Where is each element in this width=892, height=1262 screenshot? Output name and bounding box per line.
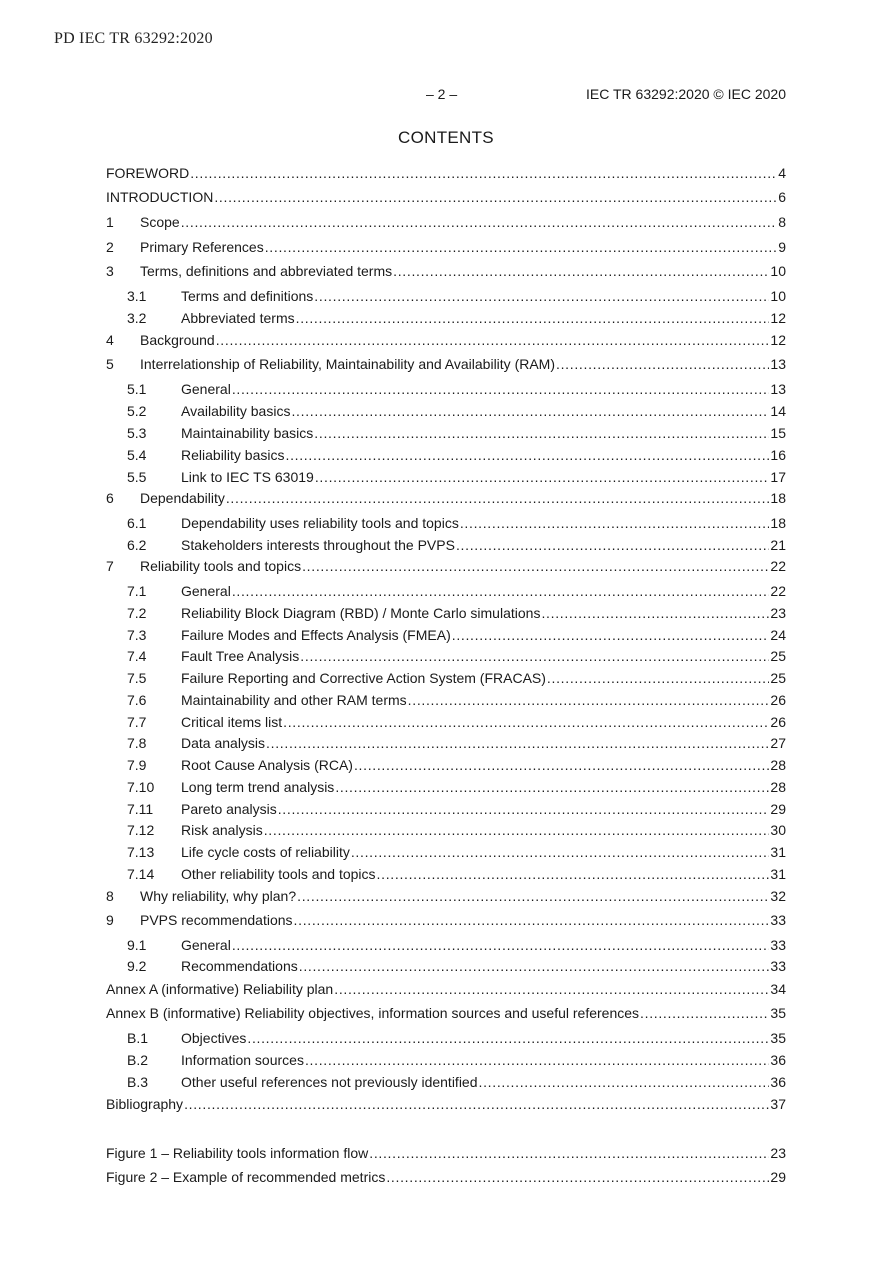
dot-leader [314, 424, 769, 442]
dot-leader [351, 843, 770, 861]
toc-entry-title: Root Cause Analysis (RCA) [181, 757, 353, 773]
toc-entry[interactable] [106, 980, 786, 998]
toc-entry-title: Pareto analysis [181, 801, 277, 817]
toc-entry[interactable] [106, 514, 786, 532]
toc-entry[interactable] [106, 262, 786, 280]
toc-entry[interactable] [106, 213, 786, 231]
toc-entry-page: 14 [770, 403, 786, 419]
toc-entry-page: 18 [770, 490, 786, 506]
toc-entry[interactable] [106, 821, 786, 839]
toc-entry-page: 27 [770, 735, 786, 751]
toc-entry-title: Primary References [140, 239, 264, 255]
toc-entry-number: 7.2 [127, 605, 147, 621]
toc-entry-page: 36 [770, 1052, 786, 1068]
dot-leader [300, 647, 769, 665]
toc-entry-title: INTRODUCTION [106, 189, 214, 205]
dot-leader [216, 331, 770, 349]
toc-entry-title: Maintainability basics [181, 425, 314, 441]
toc-entry-number: 1 [106, 214, 114, 230]
toc-entry-title: Dependability uses reliability tools and topics [181, 515, 459, 531]
toc-entry-number: 7.10 [127, 779, 155, 795]
dot-leader [547, 669, 770, 687]
toc-entry-number: 6.2 [127, 537, 147, 553]
toc-entry-title: Maintainability and other RAM terms [181, 692, 407, 708]
toc-entry[interactable] [106, 489, 786, 507]
toc-entry-number: 9.1 [127, 937, 147, 953]
toc-entry-page: 22 [770, 583, 786, 599]
toc-entry[interactable] [106, 957, 786, 975]
toc-entry-page: 26 [770, 714, 786, 730]
toc-entry-title: Failure Modes and Effects Analysis (FMEA) [181, 627, 451, 643]
toc-entry[interactable] [106, 800, 786, 818]
dot-leader [302, 557, 769, 575]
toc-entry-page: 13 [770, 356, 786, 372]
toc-entry-page: 12 [770, 332, 786, 348]
toc-entry[interactable] [106, 911, 786, 929]
toc-entry-page: 29 [770, 801, 786, 817]
dot-leader [297, 887, 769, 905]
toc-entry[interactable] [106, 164, 786, 182]
toc-entry-number: 6 [106, 490, 114, 506]
toc-entry-number: 6.1 [127, 515, 147, 531]
toc-entry[interactable] [106, 331, 786, 349]
toc-entry-title: Annex B (informative) Reliability objectives, information sources and useful references [106, 1005, 640, 1021]
figure-list-entry[interactable] [106, 1168, 786, 1186]
dot-leader [460, 514, 770, 532]
toc-entry-page: 37 [770, 1096, 786, 1112]
toc-entry-page: 15 [770, 425, 786, 441]
page-number: – 2 – [426, 86, 458, 102]
toc-entry-page: 24 [770, 627, 786, 643]
dot-leader [294, 911, 770, 929]
toc-entry[interactable] [106, 287, 786, 305]
toc-entry-number: 5.3 [127, 425, 147, 441]
dot-leader [369, 1144, 769, 1162]
dot-leader [386, 1168, 769, 1186]
dot-leader [305, 1051, 769, 1069]
toc-entry[interactable] [106, 1073, 786, 1091]
toc-entry-page: 4 [778, 165, 786, 181]
dot-leader [283, 713, 769, 731]
toc-entry-number: 7.6 [127, 692, 147, 708]
toc-entry-number: 7.7 [127, 714, 147, 730]
toc-entry-title: Other useful references not previously identified [181, 1074, 478, 1090]
toc-entry[interactable] [106, 402, 786, 420]
toc-entry-page: 17 [770, 469, 786, 485]
toc-entry-title: Figure 1 – Reliability tools information flow [106, 1145, 369, 1161]
toc-entry-title: Critical items list [181, 714, 283, 730]
dot-leader [354, 756, 769, 774]
toc-entry-page: 31 [770, 866, 786, 882]
toc-entry-page: 25 [770, 670, 786, 686]
dot-leader [452, 626, 770, 644]
toc-entry-title: Fault Tree Analysis [181, 648, 300, 664]
dot-leader [456, 536, 769, 554]
toc-entry[interactable] [106, 1051, 786, 1069]
table-of-contents [106, 0, 786, 1262]
toc-entry-title: Bibliography [106, 1096, 184, 1112]
toc-entry[interactable] [106, 778, 786, 796]
toc-entry-title: Annex A (informative) Reliability plan [106, 981, 334, 997]
toc-entry-page: 6 [778, 189, 786, 205]
toc-entry[interactable] [106, 756, 786, 774]
toc-entry[interactable] [106, 468, 786, 486]
toc-entry-title: Objectives [181, 1030, 247, 1046]
dot-leader [247, 1029, 769, 1047]
toc-entry-title: Terms, definitions and abbreviated terms [140, 263, 393, 279]
dot-leader [479, 1073, 770, 1091]
toc-entry[interactable] [106, 309, 786, 327]
dot-leader [556, 355, 769, 373]
document-identifier: PD IEC TR 63292:2020 [54, 30, 213, 47]
toc-entry-page: 35 [770, 1005, 786, 1021]
toc-entry-page: 32 [770, 888, 786, 904]
toc-entry-page: 18 [770, 515, 786, 531]
toc-entry[interactable] [106, 424, 786, 442]
toc-entry-number: 7.9 [127, 757, 147, 773]
toc-entry-page: 10 [770, 288, 786, 304]
dot-leader [265, 238, 778, 256]
toc-entry-title: Dependability [140, 490, 225, 506]
toc-entry-number: 7.13 [127, 844, 155, 860]
toc-entry-page: 8 [778, 214, 786, 230]
toc-entry-page: 25 [770, 648, 786, 664]
toc-entry-title: Recommendations [181, 958, 298, 974]
toc-entry-page: 28 [770, 779, 786, 795]
toc-entry-page: 33 [770, 958, 786, 974]
toc-entry-page: 30 [770, 822, 786, 838]
dot-leader [314, 287, 769, 305]
toc-entry-page: 35 [770, 1030, 786, 1046]
toc-entry[interactable] [106, 843, 786, 861]
toc-entry-number: 5.2 [127, 403, 147, 419]
toc-entry[interactable] [106, 1029, 786, 1047]
toc-entry-number: 5.1 [127, 381, 147, 397]
toc-entry-number: 5.4 [127, 447, 147, 463]
toc-entry-number: 7.8 [127, 735, 147, 751]
toc-entry[interactable] [106, 1004, 786, 1022]
toc-entry-number: 7.14 [127, 866, 155, 882]
toc-entry-page: 29 [770, 1169, 786, 1185]
toc-entry-page: 10 [770, 263, 786, 279]
toc-entry[interactable] [106, 936, 786, 954]
toc-entry-title: Scope [140, 214, 180, 230]
toc-entry[interactable] [106, 355, 786, 373]
toc-entry-title: Failure Reporting and Corrective Action System (FRACAS) [181, 670, 546, 686]
toc-entry-title: Why reliability, why plan? [140, 888, 297, 904]
toc-entry[interactable] [106, 865, 786, 883]
toc-entry[interactable] [106, 713, 786, 731]
toc-entry-page: 12 [770, 310, 786, 326]
dot-leader [393, 262, 769, 280]
toc-entry-title: Reliability tools and topics [140, 558, 302, 574]
toc-entry-title: PVPS recommendations [140, 912, 293, 928]
dot-leader [291, 402, 769, 420]
dot-leader [278, 800, 770, 818]
toc-entry-title: Terms and definitions [181, 288, 314, 304]
toc-entry-page: 28 [770, 757, 786, 773]
toc-entry-number: 5.5 [127, 469, 147, 485]
dot-leader [335, 778, 769, 796]
toc-entry[interactable] [106, 669, 786, 687]
toc-entry-number: 7.12 [127, 822, 155, 838]
toc-entry-page: 33 [770, 937, 786, 953]
dot-leader [315, 468, 770, 486]
dot-leader [285, 446, 769, 464]
toc-entry-page: 22 [770, 558, 786, 574]
toc-entry[interactable] [106, 1095, 786, 1113]
toc-entry-title: General [181, 381, 231, 397]
dot-leader [232, 582, 770, 600]
toc-entry-title: Abbreviated terms [181, 310, 295, 326]
toc-entry-number: 3.2 [127, 310, 147, 326]
toc-entry[interactable] [106, 887, 786, 905]
dot-leader [299, 957, 770, 975]
dot-leader [377, 865, 770, 883]
dot-leader [640, 1004, 769, 1022]
toc-entry-title: Other reliability tools and topics [181, 866, 376, 882]
toc-entry-number: 7.1 [127, 583, 147, 599]
dot-leader [232, 936, 770, 954]
toc-entry-number: 7 [106, 558, 114, 574]
dot-leader [264, 821, 770, 839]
dot-leader [334, 980, 769, 998]
toc-entry-title: FOREWORD [106, 165, 190, 181]
toc-entry[interactable] [106, 626, 786, 644]
toc-entry-title: General [181, 937, 231, 953]
toc-entry-number: B.1 [127, 1030, 149, 1046]
toc-entry-page: 21 [770, 537, 786, 553]
toc-entry-title: General [181, 583, 231, 599]
toc-entry-number: 3.1 [127, 288, 147, 304]
toc-entry-number: 3 [106, 263, 114, 279]
toc-entry-page: 16 [770, 447, 786, 463]
toc-entry[interactable] [106, 582, 786, 600]
toc-entry-number: 4 [106, 332, 114, 348]
toc-entry-page: 23 [770, 1145, 786, 1161]
toc-entry-number: 7.5 [127, 670, 147, 686]
toc-entry-number: 7.4 [127, 648, 147, 664]
dot-leader [408, 691, 770, 709]
toc-entry-page: 33 [770, 912, 786, 928]
toc-entry-page: 34 [770, 981, 786, 997]
toc-entry-page: 31 [770, 844, 786, 860]
dot-leader [226, 489, 770, 507]
toc-entry-title: Long term trend analysis [181, 779, 335, 795]
toc-entry[interactable] [106, 446, 786, 464]
toc-entry-title: Risk analysis [181, 822, 263, 838]
document-reference: IEC TR 63292:2020 © IEC 2020 [586, 86, 786, 102]
toc-entry-title: Stakeholders interests throughout the PVPS [181, 537, 455, 553]
toc-entry[interactable] [106, 536, 786, 554]
dot-leader [190, 164, 777, 182]
toc-entry-page: 23 [770, 605, 786, 621]
toc-entry[interactable] [106, 238, 786, 256]
toc-entry[interactable] [106, 647, 786, 665]
toc-entry-title: Reliability basics [181, 447, 285, 463]
toc-entry[interactable] [106, 557, 786, 575]
toc-entry[interactable] [106, 604, 786, 622]
toc-entry-number: 8 [106, 888, 114, 904]
dot-leader [541, 604, 769, 622]
toc-entry-number: 7.3 [127, 627, 147, 643]
toc-entry[interactable] [106, 188, 786, 206]
dot-leader [184, 1095, 769, 1113]
figure-list-entry[interactable] [106, 1144, 786, 1162]
toc-entry-number: B.2 [127, 1052, 149, 1068]
toc-entry-title: Background [140, 332, 215, 348]
dot-leader [266, 734, 769, 752]
toc-entry[interactable] [106, 734, 786, 752]
toc-entry-title: Interrelationship of Reliability, Maintainability and Availability (RAM) [140, 356, 556, 372]
toc-entry[interactable] [106, 380, 786, 398]
toc-entry-page: 9 [778, 239, 786, 255]
toc-entry-title: Link to IEC TS 63019 [181, 469, 314, 485]
dot-leader [296, 309, 770, 327]
toc-entry-title: Figure 2 – Example of recommended metrics [106, 1169, 386, 1185]
toc-entry-page: 36 [770, 1074, 786, 1090]
contents-title: CONTENTS [398, 128, 494, 147]
toc-entry[interactable] [106, 691, 786, 709]
toc-entry-title: Life cycle costs of reliability [181, 844, 350, 860]
toc-entry-number: 9.2 [127, 958, 147, 974]
toc-entry-number: 2 [106, 239, 114, 255]
toc-entry-page: 13 [770, 381, 786, 397]
toc-entry-title: Information sources [181, 1052, 304, 1068]
toc-entry-title: Data analysis [181, 735, 266, 751]
dot-leader [232, 380, 770, 398]
toc-entry-title: Availability basics [181, 403, 291, 419]
dot-leader [181, 213, 778, 231]
toc-entry-number: 9 [106, 912, 114, 928]
toc-entry-number: 7.11 [127, 801, 154, 817]
toc-entry-title: Reliability Block Diagram (RBD) / Monte Carlo simulations [181, 605, 541, 621]
toc-entry-number: B.3 [127, 1074, 149, 1090]
toc-entry-page: 26 [770, 692, 786, 708]
dot-leader [214, 188, 777, 206]
toc-entry-number: 5 [106, 356, 114, 372]
